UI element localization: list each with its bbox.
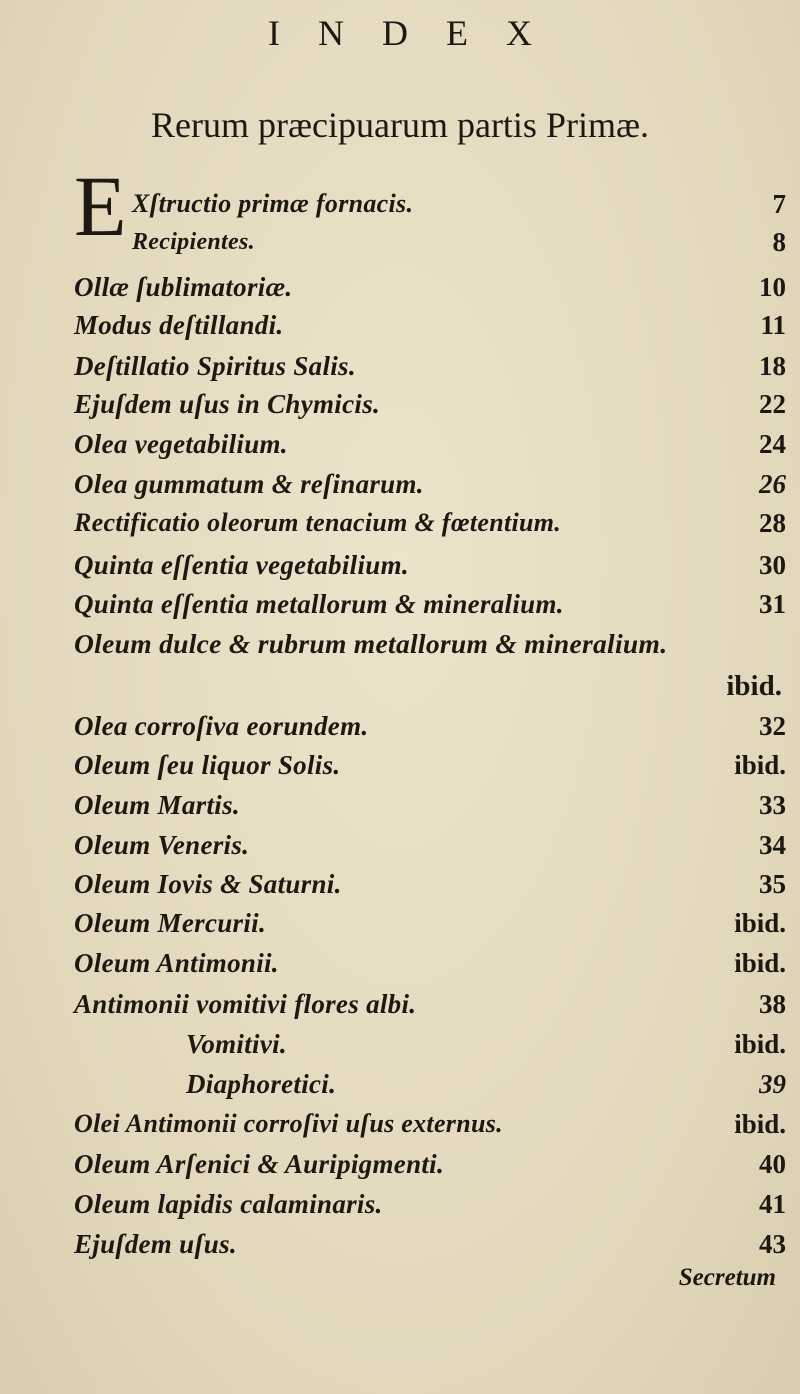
index-entry [0, 1026, 800, 1062]
entry-label: Quinta eſſentia metallorum & mineralium. [74, 589, 564, 619]
catchword: Secretum [678, 1264, 776, 1291]
entry-label: Diaphoretici. [186, 1069, 337, 1099]
entry-page: 38 [759, 989, 786, 1019]
entry-label: Ejuſdem uſus in Chymicis. [74, 389, 381, 419]
index-entry [0, 1186, 800, 1222]
running-head: INDEX [268, 13, 570, 53]
entry-label: Olea corroſiva eorundem. [74, 711, 369, 741]
entry-label: Modus deſtillandi. [74, 310, 284, 340]
entry-page: 33 [759, 790, 786, 820]
entry-page: 24 [759, 429, 786, 459]
entry-page: 31 [759, 589, 786, 619]
index-entry [0, 269, 800, 305]
entry-label: Oleum Arſenici & Auripigmenti. [74, 1149, 445, 1179]
entry-label: Deſtillatio Spiritus Salis. [74, 351, 356, 381]
index-entry [0, 186, 800, 222]
entry-label: Ollæ ſublimatoriæ. [74, 272, 293, 302]
entry-label: Oleum lapidis calaminaris. [74, 1189, 383, 1219]
entry-label: Oleum Iovis & Saturni. [74, 869, 342, 899]
index-entry [0, 505, 800, 541]
entry-page: 39 [759, 1069, 786, 1099]
entry-label: Recipientes. [132, 229, 255, 255]
entry-page: ibid. [734, 948, 786, 978]
entry-page: ibid. [734, 908, 786, 938]
entry-label: Oleum Antimonii. [74, 948, 279, 978]
entry-label: Olea vegetabilium. [74, 429, 288, 459]
index-entry [0, 1146, 800, 1182]
drop-cap-initial: E [74, 158, 127, 254]
index-entry [0, 747, 800, 783]
entry-page: 10 [759, 272, 786, 302]
entry-page: 30 [759, 550, 786, 580]
index-entry [0, 547, 800, 583]
index-entry [0, 466, 800, 502]
entry-label: Vomitivi. [186, 1029, 287, 1059]
entry-page: 41 [759, 1189, 786, 1219]
continuation-page-ref: ibid. [726, 670, 782, 702]
index-entry [0, 586, 800, 622]
entry-page: 34 [759, 830, 786, 860]
entry-page: 43 [759, 1229, 786, 1259]
index-entry [0, 945, 800, 981]
entry-label: Rectificatio oleorum tenacium & fœtentium. [74, 508, 562, 537]
entry-page: ibid. [734, 750, 786, 780]
index-entry [0, 827, 800, 863]
index-entry [0, 348, 800, 384]
entry-page: 8 [772, 227, 786, 257]
entry-page: 7 [772, 189, 786, 219]
entry-label: Antimonii vomitivi flores albi. [74, 989, 417, 1019]
index-entry [0, 1226, 800, 1262]
entry-label: Ejuſdem uſus. [74, 1229, 237, 1259]
entry-page: 40 [759, 1149, 786, 1179]
entry-label: Quinta eſſentia vegetabilium. [74, 550, 409, 580]
entry-label: Olea gummatum & reſinarum. [74, 469, 424, 499]
entry-page: 11 [760, 310, 786, 340]
index-entry [0, 307, 800, 343]
entry-label: Oleum Martis. [74, 790, 240, 820]
entry-page: ibid. [734, 1029, 786, 1059]
index-entry [0, 905, 800, 941]
index-entry [0, 708, 800, 744]
entry-page: 35 [759, 869, 786, 899]
entry-label: Oleum dulce & rubrum metallorum & mineralium. [74, 628, 668, 659]
entry-label: Xſtructio primæ fornacis. [132, 189, 414, 218]
index-entry [0, 626, 800, 662]
index-entry [0, 1066, 800, 1102]
entry-page: 22 [759, 389, 786, 419]
entry-label: Oleum Veneris. [74, 830, 250, 860]
entry-label: Olei Antimonii corroſivi uſus externus. [74, 1109, 503, 1138]
index-entry [0, 224, 800, 260]
entry-label: Oleum ſeu liquor Solis. [74, 750, 341, 780]
entry-page: 28 [759, 508, 786, 538]
index-entry [0, 986, 800, 1022]
entry-label: Oleum Mercurii. [74, 908, 267, 938]
page-title: Rerum præcipuarum partis Primæ. [151, 105, 649, 145]
index-entry [0, 426, 800, 462]
index-entry [0, 787, 800, 823]
entry-page: 18 [759, 351, 786, 381]
index-entry [0, 866, 800, 902]
entry-page: 26 [759, 469, 786, 499]
index-entry [0, 1106, 800, 1142]
entry-page: 32 [759, 711, 786, 741]
entry-page: ibid. [734, 1109, 786, 1139]
index-entry [0, 386, 800, 422]
